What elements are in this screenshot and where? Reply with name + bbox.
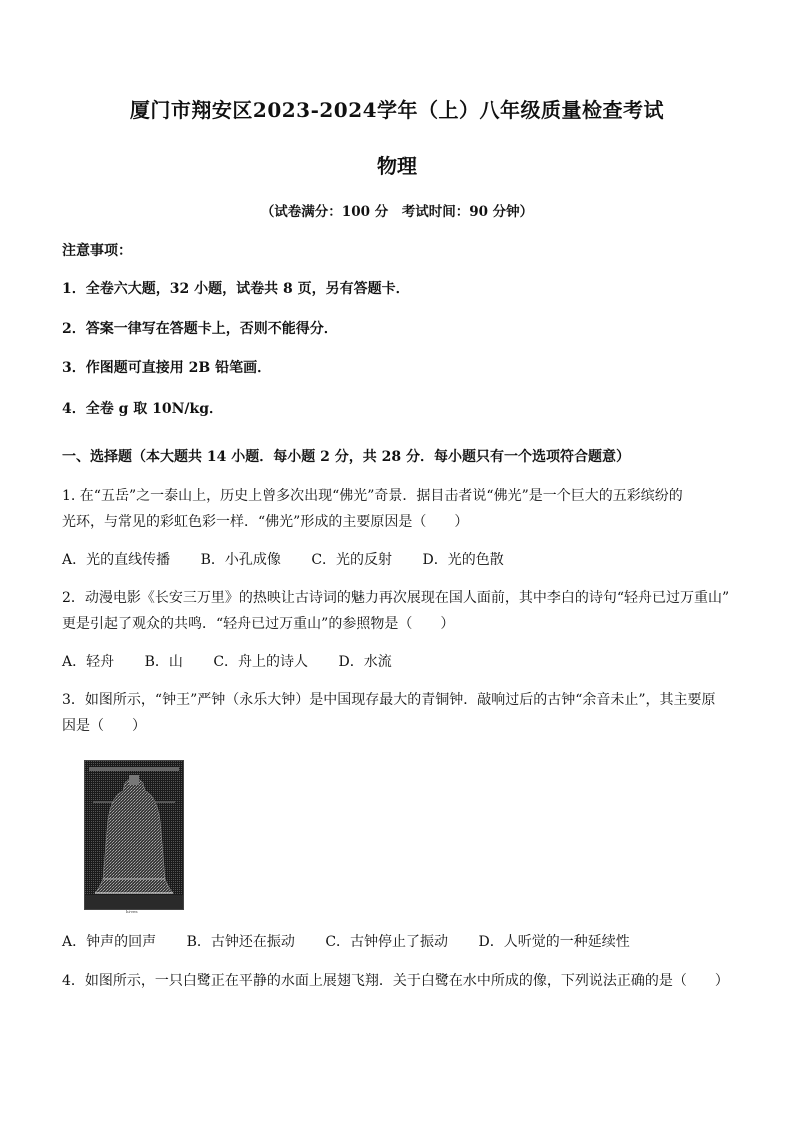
figure-caption: hi-res: [126, 909, 138, 914]
notice-item: 4．全卷 g 取 10N/kg．: [62, 401, 224, 417]
question-3-line-2: 因是（ ）: [62, 718, 146, 734]
option-b: B．小孔成像: [200, 552, 281, 568]
exam-meta: （试卷满分：100 分 考试时间：90 分钟）: [260, 204, 534, 220]
question-4-line-1: 4．如图所示，一只白鹭正在平静的水面上展翅飞翔．关于白鹭在水中所成的像，下列说法正确的是（ ）: [62, 973, 729, 989]
option-a: A．钟声的回声: [62, 934, 157, 950]
option-d: D．水流: [338, 654, 392, 670]
option-d: D．人听觉的一种延续性: [478, 934, 630, 950]
exam-title: 厦门市翔安区2023-2024学年（上）八年级质量检查考试: [129, 98, 665, 122]
question-1-line-2: 光环，与常见的彩虹色彩一样．“佛光”形成的主要原因是（ ）: [62, 514, 469, 530]
option-d: D．光的色散: [422, 552, 504, 568]
bronze-bell-photo-icon: [84, 760, 184, 910]
question-1-line-1: 1. 在“五岳”之一泰山上，历史上曾多次出现“佛光”奇景．据目击者说“佛光”是一个巨大的五彩缤纷的: [62, 488, 683, 504]
option-c: C．古钟停止了振动: [325, 934, 449, 950]
option-c: C．光的反射: [311, 552, 393, 568]
option-a: A．光的直线传播: [62, 552, 171, 568]
option-b: B．山: [144, 654, 183, 670]
option-b: B．古钟还在振动: [186, 934, 295, 950]
section-heading: 一、选择题（本大题共 14 小题．每小题 2 分，共 28 分．每小题只有一个选项符合题意）: [62, 449, 630, 465]
question-3-options: [62, 931, 656, 951]
notice-item: 1．全卷六大题，32 小题，试卷共 8 页，另有答题卡．: [62, 281, 410, 297]
option-a: A．轻舟: [62, 654, 115, 670]
question-1-options: [62, 549, 530, 569]
question-2-line-1: 2．动漫电影《长安三万里》的热映让古诗词的魅力再次展现在国人面前，其中李白的诗句“轻舟已过万重山”: [62, 590, 730, 606]
subject-title: 物理: [377, 154, 417, 178]
option-c: C．舟上的诗人: [213, 654, 309, 670]
notice-item: 2．答案一律写在答题卡上，否则不能得分．: [62, 321, 338, 337]
notice-item: 3．作图题可直接用 2B 铅笔画．: [62, 360, 272, 376]
notice-heading: 注意事项：: [62, 243, 132, 259]
question-2-line-2: 更是引起了观众的共鸣．“轻舟已过万重山”的参照物是（ ）: [62, 616, 455, 632]
question-2-options: [62, 651, 418, 671]
question-3-line-1: 3．如图所示，“钟王”严钟（永乐大钟）是中国现存最大的青铜钟．敲响过后的古钟“余音未止”，其主要原: [62, 692, 716, 708]
